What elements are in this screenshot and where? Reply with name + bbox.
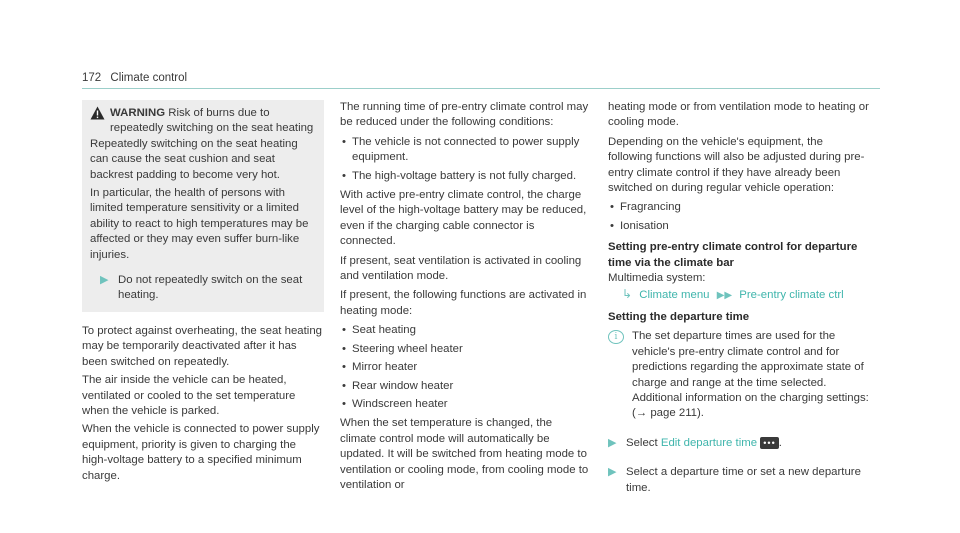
col2-change-paragraph: When the set temperature is changed, the climate control mode will automatically be updated. It will be switched from heating mode to ventilation or cooling mode, from cooling mode to ventilation or <box>340 417 589 491</box>
column-1 <box>82 100 324 487</box>
functions-list <box>608 200 870 234</box>
col1-paragraph-3: When the vehicle is connected to power supply equipment, priority is given to charging the high-voltage battery to a specified minimum charge. <box>82 423 320 482</box>
warning-paragraph-1: Repeatedly switching on the seat heating can cause the seat cushion and seat backrest padding to become very hot. <box>90 137 298 181</box>
warning-title-text: Risk of burns due to repeatedly switching on the seat heating <box>110 107 314 135</box>
step-2 <box>608 465 870 496</box>
conditions-list <box>340 135 590 184</box>
page-header <box>82 71 187 86</box>
more-options-icon[interactable]: ••• <box>760 437 778 449</box>
edit-departure-time-item[interactable]: Edit departure time <box>660 436 758 449</box>
column-2 <box>340 100 590 497</box>
menu-item-pre-entry-climate[interactable]: Pre-entry climate ctrl <box>739 289 844 302</box>
menu-item-climate-menu[interactable]: Climate menu <box>639 289 710 302</box>
warning-paragraph-2: In particular, the health of persons with limited temperature sensitivity or a limited ability to react to high temperatures may be affected or they may even suffer burn-like injuries. <box>90 187 309 261</box>
action-arrow-icon: ▶ <box>608 466 617 479</box>
action-arrow-icon: ▶ <box>100 274 109 287</box>
list-item: • Windscreen heater <box>340 397 590 412</box>
warning-box <box>82 100 324 312</box>
col1-paragraph-2: The air inside the vehicle can be heated, ventilated or cooled to the set temperature when the vehicle is parked. <box>82 374 296 417</box>
col3-equipment-paragraph: Depending on the vehicle's equipment, the following functions will also be adjusted during pre-entry climate control if they have already been switched on during regular vehicle operation: <box>608 135 865 195</box>
step2-text: Select a departure time or set a new departure time. <box>626 466 861 494</box>
list-item: • The high-voltage battery is not fully charged. <box>340 169 590 184</box>
sub-section-heading: Setting the departure time <box>608 310 750 323</box>
col2-ventilation-paragraph: If present, seat ventilation is activated in cooling and ventilation mode. <box>340 254 582 283</box>
header-rule <box>82 88 880 89</box>
system-label: Multimedia system: <box>608 272 706 285</box>
list-item: • Fragrancing <box>608 200 870 215</box>
action-arrow-icon: ▶ <box>608 436 617 449</box>
chapter-title: Climate control <box>110 72 188 84</box>
page-number: 172 <box>82 72 102 84</box>
warning-action <box>90 273 316 304</box>
step1-suffix: . <box>778 436 782 449</box>
col2-heating-intro: If present, the following functions are activated in heating mode: <box>340 289 587 317</box>
heating-functions-list <box>340 323 590 412</box>
list-item: • The vehicle is not connected to power supply equipment. <box>340 135 590 166</box>
info-note-text: The set departure times are used for the vehicle's pre-entry climate control and for predictions regarding the approximate state of charge and range at the time selected. Additional information on the charging settings: (→ page 211). <box>632 330 869 420</box>
warning-action-text: Do not repeatedly switch on the seat heating. <box>118 274 303 302</box>
col1-paragraph-1: To protect against overheating, the seat heating may be temporarily deactivated after it has been switched on repeatedly. <box>82 324 322 368</box>
list-item: • Rear window heater <box>340 379 590 394</box>
info-icon: i <box>608 330 624 344</box>
list-item: • Steering wheel heater <box>340 342 590 357</box>
menu-path <box>608 287 870 303</box>
list-item: • Seat heating <box>340 323 590 338</box>
warning-label: WARNING <box>110 107 166 119</box>
col2-active-paragraph: With active pre-entry climate control, the charge level of the high-voltage battery may be reduced, even if the charging cable connector is connected. <box>340 189 587 248</box>
list-item: • Ionisation <box>608 219 870 234</box>
warning-header <box>90 106 316 137</box>
step1-prefix: Select <box>626 436 658 449</box>
chevron-right-icon: ▶▶ <box>716 290 733 302</box>
step-1 <box>608 436 870 451</box>
list-item: • Mirror heater <box>340 360 590 375</box>
warning-triangle-icon <box>90 106 105 120</box>
column-3 <box>608 100 870 496</box>
col3-continuation: heating mode or from ventilation mode to heating or cooling mode. <box>608 101 869 129</box>
col2-intro: The running time of pre-entry climate control may be reduced under the following conditions: <box>340 101 589 129</box>
info-note <box>608 329 870 421</box>
section-heading: Setting pre-entry climate control for departure time via the climate bar <box>608 241 858 269</box>
menu-entry-icon: ↳ <box>622 287 633 302</box>
